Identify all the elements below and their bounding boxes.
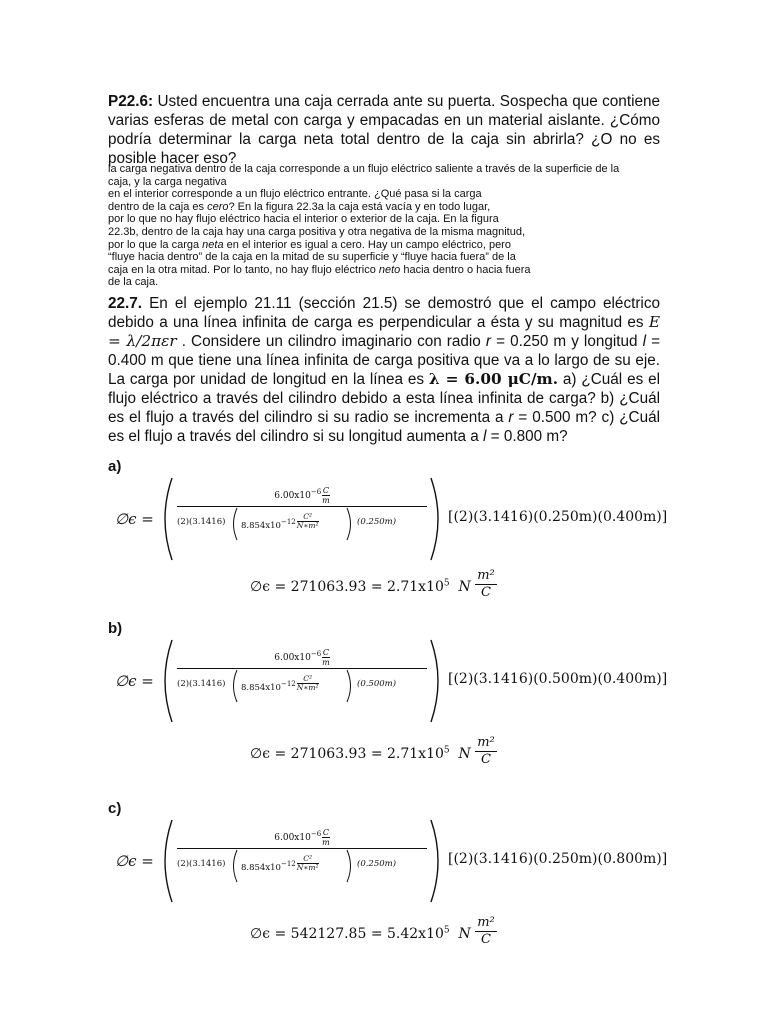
left-paren-icon — [156, 476, 176, 562]
lambda-value: λ = 6.00 μC/m. — [428, 370, 559, 388]
permittivity — [241, 674, 319, 696]
problem-label: 22.7. — [108, 295, 143, 312]
problem-text: Usted encuentra una caja cerrada ante su puerta. Sospecha que contiene varias esferas de metal con carga y empacadas en un material aislante. ¿Cómo podría determinar la carga neta total dentro de la caja sin abrirla? ¿O no es posible hacer eso? — [108, 93, 660, 167]
radius-value: (0.500m) — [357, 679, 397, 689]
exponent: −12 — [280, 680, 296, 689]
radius-value: (0.250m) — [357, 517, 397, 527]
unit-den: N∗m² — [296, 863, 319, 872]
exponent: −12 — [280, 860, 296, 869]
solution-label: a) — [108, 458, 122, 475]
unit-den: N∗m² — [296, 683, 319, 692]
unit-fraction — [297, 513, 319, 530]
right-paren-icon — [427, 638, 447, 724]
exponent: −12 — [280, 518, 296, 527]
right-paren-icon — [345, 507, 355, 541]
denominator-prefix: (2)(3.1416) — [177, 517, 226, 527]
answer-line: caja, y la carga negativa — [108, 175, 227, 188]
left-paren-icon — [156, 818, 176, 904]
left-paren-icon — [156, 638, 176, 724]
flux-fraction — [177, 828, 427, 877]
unit-fraction — [475, 568, 497, 601]
right-paren-icon — [345, 849, 355, 883]
unit-num: m² — [477, 568, 495, 583]
permittivity — [241, 854, 319, 876]
unit-num: C — [322, 486, 330, 495]
flux-result — [250, 570, 497, 603]
answer-line: “fluye hacia dentro” de la caja en la mitad de su superficie y “fluye hacia fuera” de la — [108, 251, 516, 264]
fraction-denominator — [177, 849, 427, 877]
unit-num: C² — [297, 855, 319, 864]
unit-fraction — [322, 648, 330, 667]
flux-result — [250, 917, 497, 950]
exponent: 5 — [443, 577, 450, 588]
left-paren-icon — [229, 849, 239, 883]
problem-text: = 0.800 m? — [486, 428, 568, 445]
left-paren-icon — [229, 507, 239, 541]
denominator-prefix: (2)(3.1416) — [177, 679, 226, 689]
answer-22-6 — [108, 163, 668, 289]
problem-text: En el ejemplo 21.11 (sección 21.5) se demostró que el campo eléctrico debido a una línea infinita de carga es perpendicular a ésta y su magnitud es — [108, 295, 660, 331]
charge-density: 6.00x10 — [274, 653, 311, 663]
unit-den: m — [322, 838, 330, 847]
result-text: ∅ϵ = 271063.93 = 2.71x10 — [250, 578, 444, 595]
cylinder-area: [(2)(3.1416)(0.250m)(0.400m)] — [448, 509, 668, 525]
right-paren-icon — [345, 669, 355, 703]
unit-fraction — [322, 828, 330, 847]
unit-fraction — [297, 675, 319, 692]
flux-result — [250, 737, 497, 770]
result-value — [250, 735, 497, 767]
permittivity — [241, 512, 319, 534]
unit-n: N — [458, 578, 471, 595]
unit-num: C — [322, 648, 330, 657]
unit-num: C² — [297, 513, 319, 522]
unit-n: N — [458, 925, 471, 942]
unit-den: m — [322, 496, 330, 505]
unit-den: C — [481, 932, 491, 947]
exponent: −6 — [310, 830, 322, 838]
answer-line: caja en la otra mitad. Por lo tanto, no hay flujo eléctrico neto hacia dentro o hacia fuera — [108, 263, 531, 276]
length-var: l — [642, 333, 646, 350]
answer-line: la carga negativa dentro de la caja corresponde a un flujo eléctrico saliente a través de la superficie de la — [108, 163, 620, 175]
cylinder-area: [(2)(3.1416)(0.250m)(0.800m)] — [448, 851, 668, 867]
flux-lhs: ∅ϵ = — [115, 672, 154, 690]
problem-text: = 0.250 m y longitud — [491, 333, 643, 350]
fraction-denominator — [177, 669, 427, 697]
fraction-numerator — [177, 828, 427, 850]
exponent: 5 — [443, 744, 450, 755]
denominator-prefix: (2)(3.1416) — [177, 859, 226, 869]
permittivity-value: 8.854x10 — [241, 683, 281, 693]
unit-fraction — [297, 855, 319, 872]
fraction-numerator — [177, 486, 427, 508]
result-text: ∅ϵ = 271063.93 = 2.71x10 — [250, 745, 444, 762]
charge-density: 6.00x10 — [274, 491, 311, 501]
field-formula: E = λ/2πεr — [108, 313, 660, 350]
length-var: l — [482, 428, 487, 445]
unit-num: m² — [477, 735, 495, 750]
flux-lhs: ∅ϵ = — [115, 510, 154, 528]
unit-n: N — [458, 745, 471, 762]
problem-text: . Considere un cilindro imaginario con radio — [176, 333, 486, 350]
problem-text: = 0.500 m? c) ¿Cuál es el flujo a través del cilindro si su longitud aumenta a — [108, 409, 660, 445]
problem-label: P22.6: — [108, 93, 154, 110]
answer-line: por lo que no hay flujo eléctrico hacia el interior o exterior de la caja. En la figura — [108, 213, 499, 226]
cylinder-area: [(2)(3.1416)(0.500m)(0.400m)] — [448, 671, 668, 687]
left-paren-icon — [229, 669, 239, 703]
solution-label: b) — [108, 620, 123, 637]
solution-label: c) — [108, 800, 122, 817]
unit-den: m — [322, 658, 330, 667]
permittivity-value: 8.854x10 — [241, 521, 281, 531]
problem-22-7 — [108, 294, 660, 446]
unit-num: m² — [477, 915, 495, 930]
exponent: −6 — [310, 650, 322, 658]
unit-den: C — [481, 585, 491, 600]
result-value — [250, 568, 497, 600]
unit-den: N∗m² — [296, 521, 319, 530]
permittivity-value: 8.854x10 — [241, 863, 281, 873]
unit-den: C — [481, 752, 491, 767]
result-text: ∅ϵ = 542127.85 = 5.42x10 — [250, 925, 444, 942]
fraction-denominator — [177, 507, 427, 535]
result-value — [250, 915, 497, 947]
unit-fraction — [322, 486, 330, 505]
flux-fraction — [177, 486, 427, 535]
unit-fraction — [475, 915, 497, 948]
answer-line: por lo que la carga neta en el interior es igual a cero. Hay un campo eléctrico, pero — [108, 238, 511, 251]
flux-fraction — [177, 648, 427, 697]
answer-line: de la caja. — [108, 276, 159, 289]
radius-var: r — [485, 333, 491, 350]
flux-lhs: ∅ϵ = — [115, 852, 154, 870]
right-paren-icon — [427, 476, 447, 562]
unit-num: C² — [297, 675, 319, 684]
exponent: 5 — [443, 924, 450, 935]
fraction-numerator — [177, 648, 427, 670]
charge-density: 6.00x10 — [274, 833, 311, 843]
problem-text: a) ¿Cuál es el flujo eléctrico a través del cilindro debido a esta línea infinita de carga? b) ¿Cuál es el flujo a través del cilindro si su radio se incrementa a — [108, 371, 661, 426]
problem-text: = 0.400 m que tiene una línea infinita de carga positiva que va a lo largo de su eje. La carga por unidad de longitud en la línea es — [108, 333, 660, 388]
radius-value: (0.250m) — [357, 859, 397, 869]
right-paren-icon — [427, 818, 447, 904]
radius-var: r — [508, 409, 514, 426]
unit-fraction — [475, 735, 497, 768]
answer-line: 22.3b, dentro de la caja hay una carga positiva y otra negativa de la misma magnitud, — [108, 225, 526, 238]
answer-line: dentro de la caja es cero? En la figura 22.3a la caja está vacía y en todo lugar, — [108, 200, 491, 213]
problem-22-6 — [108, 92, 660, 168]
unit-num: C — [322, 828, 330, 837]
exponent: −6 — [310, 488, 322, 496]
answer-line: en el interior corresponde a un flujo eléctrico entrante. ¿Qué pasa si la carga — [108, 188, 482, 201]
